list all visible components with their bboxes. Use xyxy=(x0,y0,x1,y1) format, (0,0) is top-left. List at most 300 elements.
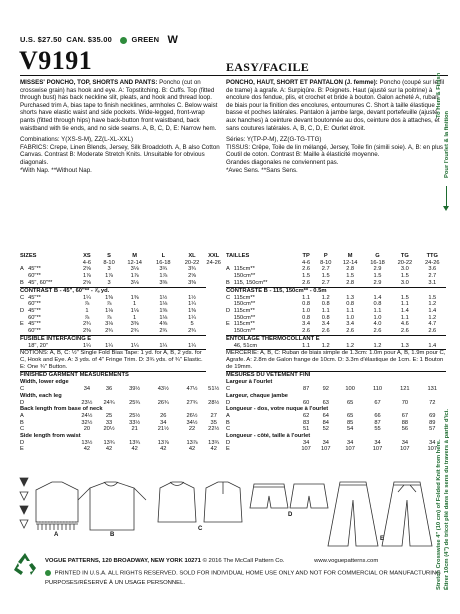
measurement-cell: 52 xyxy=(322,426,329,433)
figure-label-e: E xyxy=(380,536,385,542)
fusible-cell: 1.1 xyxy=(302,342,311,349)
fusible-cell xyxy=(20,343,28,350)
measurement-cell: 66 xyxy=(374,412,381,419)
measurement-cell: 25 xyxy=(105,412,113,419)
fusible-cell xyxy=(226,343,234,350)
yardage-row xyxy=(226,295,446,302)
yardage-cell: 1⅜ xyxy=(105,294,114,301)
yardage-cell: 3 xyxy=(107,266,111,273)
garment-illustrations xyxy=(18,470,458,550)
size-range-row xyxy=(20,260,221,267)
measurement-cell: 72 xyxy=(429,399,436,406)
yardage-cell: 150cm** xyxy=(233,273,256,280)
size-range: 8-10 xyxy=(103,259,115,266)
measurement-cell: 83 xyxy=(302,419,310,426)
size-range: 24-26 xyxy=(206,259,221,266)
yardage-cell: 1.5 xyxy=(428,294,437,301)
yardage-cell: 1⅜ xyxy=(130,294,139,301)
yardage-cell xyxy=(226,301,234,308)
yardage-cell: ⅞ xyxy=(106,301,112,308)
size-header: L xyxy=(161,253,166,259)
measurement-cell: 69 xyxy=(429,412,436,419)
figure-label-a: A xyxy=(54,532,59,538)
measurements-title xyxy=(20,372,221,380)
measurement-cell: 13⅞ xyxy=(186,439,198,446)
measurement-cell: D xyxy=(226,399,231,406)
size-letter: W xyxy=(167,34,179,46)
measurement-row xyxy=(226,420,446,427)
yardage-cell: 2.6 xyxy=(302,279,311,286)
yardage-cell: 0.8 xyxy=(321,314,330,321)
english-size-table xyxy=(20,253,221,453)
yardage-cell: 2.6 xyxy=(373,328,382,335)
yardage-cell: 1.4 xyxy=(400,307,409,314)
figure-label-d: D xyxy=(288,512,293,518)
color-name: GREEN xyxy=(131,34,160,44)
side-text-stretch: Stretch Crosswise 4" (10 cm) of Folded Knit from here. xyxy=(436,439,442,590)
figure-label-b: B xyxy=(110,532,115,538)
fusible-row xyxy=(226,343,446,350)
yardage-cell: 1.1 xyxy=(373,307,382,314)
size-range: 20-22 xyxy=(397,259,413,266)
side-text-stretch-fr: Étirer 10cm (4") de tricot plié dans le sens du travers à partir d'ici. xyxy=(444,409,450,590)
yardage-cell: 60"** xyxy=(28,328,41,335)
size-range-row xyxy=(226,260,446,267)
measurement-cell: 22 xyxy=(188,426,196,433)
yardage-cell: C xyxy=(226,294,231,301)
size-range: 4-6 xyxy=(302,259,311,266)
measurements-title-label: MESURES DU VÊTEMENT FINI xyxy=(226,372,446,380)
yardage-row xyxy=(20,280,221,287)
yardage-cell: 4.6 xyxy=(400,321,409,328)
yardage-cell: 2¾ xyxy=(105,328,114,335)
yardage-cell: 1⅜ xyxy=(188,307,196,314)
yardage-cell: 3⅜ xyxy=(188,279,196,286)
yardage-cell: 115cm** xyxy=(233,307,255,314)
measurement-row xyxy=(20,400,221,407)
size-header: XXL xyxy=(208,253,220,259)
measurement-cell: A xyxy=(226,412,230,419)
yardage-row xyxy=(226,301,446,308)
english-title: MISSES' PONCHO, TOP, SHORTS AND PANTS: xyxy=(20,79,158,86)
measurement-cell: 39½ xyxy=(129,386,141,393)
side-arrow-line xyxy=(446,186,447,206)
yardage-row xyxy=(20,315,221,322)
yardage-cell: 2.9 xyxy=(373,279,382,286)
yardage-cell: 2.8 xyxy=(346,266,355,273)
measurement-cell: D xyxy=(20,399,25,406)
measurement-cell: 42 xyxy=(105,446,113,453)
english-combinations: Combinations: Y(XS-S-M), ZZ(L-XL-XXL) xyxy=(20,136,134,144)
yardage-cell: 4.0 xyxy=(373,321,382,328)
yardage-cell xyxy=(226,273,234,280)
yardage-cell: 1¼ xyxy=(82,294,91,301)
yardage-cell: 0.8 xyxy=(321,301,330,308)
side-arrow-icon xyxy=(443,206,449,211)
size-header: TTG xyxy=(426,253,438,259)
yardage-cell: 2⅝ xyxy=(82,279,91,286)
measurement-cell: 20 xyxy=(83,426,91,433)
yardage-cell: 2¾ xyxy=(159,328,168,335)
contrast-b-label: CONTRAST B - 45", 60"** - ⅞ yd. xyxy=(20,287,206,295)
measurement-cell: 57 xyxy=(429,426,436,433)
french-series: Séries: Y(TP-P-M), ZZ(G-TG-TTG) xyxy=(226,136,322,144)
price-can: CAN. $35.00 xyxy=(66,34,112,44)
yardage-cell: 0.8 xyxy=(373,301,382,308)
english-yardage-table xyxy=(20,253,221,453)
yardage-cell: 1 xyxy=(85,307,89,314)
measurement-label: Back length from base of neck xyxy=(20,406,103,413)
measurement-cell: 26 xyxy=(160,412,167,419)
yardage-row xyxy=(20,308,221,315)
measurement-label: Side length from waist xyxy=(20,433,81,440)
sizes-label: SIZES xyxy=(20,253,37,259)
notions-row xyxy=(226,350,446,372)
yardage-cell: 2.6 xyxy=(321,328,330,335)
english-nap: *With Nap. **Without Nap. xyxy=(20,166,92,174)
recycle-icon xyxy=(12,552,38,576)
fusible-cell: 1¼ xyxy=(82,342,91,349)
yardage-cell: 1.2 xyxy=(321,294,330,301)
yardage-cell: 1.0 xyxy=(373,314,382,321)
measurement-cell: A xyxy=(20,412,24,419)
yardage-cell: 3 xyxy=(107,279,111,286)
measurement-cell: 13¾ xyxy=(129,439,141,446)
measurement-cell: 42 xyxy=(160,446,167,453)
size-header: TG xyxy=(400,253,409,259)
yardage-cell: C xyxy=(20,294,25,301)
yardage-cell: 4.7 xyxy=(428,321,437,328)
measurement-row xyxy=(226,413,446,420)
measurement-row xyxy=(20,426,221,433)
measurement-row xyxy=(226,400,446,407)
measurement-cell: 42 xyxy=(131,446,138,453)
yardage-cell: 2¾ xyxy=(188,328,196,335)
yardage-cell: 2.7 xyxy=(321,279,330,286)
yardage-cell: 3⅛ xyxy=(105,321,114,328)
yardage-cell: 1⅛ xyxy=(130,307,139,314)
french-size-table xyxy=(226,253,446,453)
measurement-cell: 24¾ xyxy=(103,399,115,406)
measurement-cell: 34 xyxy=(302,439,310,446)
measurement-cell: 21 xyxy=(131,426,138,433)
measurement-cell: 55 xyxy=(374,426,381,433)
measurement-cell: 107 xyxy=(427,446,438,453)
yardage-row xyxy=(226,273,446,280)
french-tissus: TISSUS: Crêpe, Toile de lin mélangé, Jersey, Toile fin (simili soie). A, B: en plus Coutil de coton. Contrast B: Maille à élasticité moyenne. xyxy=(226,143,443,159)
yardage-cell: 1⅛ xyxy=(159,314,168,321)
yardage-cell: 1.0 xyxy=(302,307,311,314)
size-header: S xyxy=(107,253,111,259)
yardage-cell: 0.8 xyxy=(302,314,311,321)
fusible-cell: 1.4 xyxy=(428,342,437,349)
yardage-cell: 45"** xyxy=(28,266,41,273)
size-range: 16-18 xyxy=(156,259,171,266)
yardage-cell: E xyxy=(20,321,24,328)
yardage-cell: 2⅝ xyxy=(82,266,91,273)
copyright: © 2016 The McCall Pattern Co. xyxy=(202,558,285,564)
yardage-cell: 1.5 xyxy=(400,294,409,301)
measurement-cell: 27¾ xyxy=(186,399,198,406)
yardage-row xyxy=(226,328,446,335)
yardage-cell: 1.1 xyxy=(400,314,409,321)
fusible-cell: 1¼ xyxy=(188,342,196,349)
measurement-cell: 42 xyxy=(210,446,217,453)
yardage-cell xyxy=(20,328,28,335)
measurement-cell: 13¾ xyxy=(103,439,115,446)
measurement-cell: E xyxy=(20,446,24,453)
measurement-cell: 32½ xyxy=(81,419,93,426)
measurement-group xyxy=(20,433,221,440)
yardage-cell: 150cm** xyxy=(233,314,256,321)
measurement-cell: 33 xyxy=(105,419,113,426)
yardage-cell: 2¾ xyxy=(130,328,139,335)
yardage-cell: ⅞ xyxy=(106,314,112,321)
yardage-cell: 45"** xyxy=(28,294,41,301)
measurement-cell: 121 xyxy=(400,386,410,393)
fusible-interfacing xyxy=(226,335,446,343)
measurement-cell: E xyxy=(226,446,230,453)
yardage-row xyxy=(226,308,446,315)
fusible-cell: 18", 20" xyxy=(28,342,48,349)
yardage-cell: 45", 60"** xyxy=(28,279,53,286)
measurement-cell: 88 xyxy=(401,419,409,426)
yardage-cell: 5 xyxy=(190,321,194,328)
measurement-group xyxy=(20,406,221,413)
yardage-cell: 3.6 xyxy=(428,266,437,273)
fusible-cell: 1¼ xyxy=(105,342,114,349)
yardage-cell xyxy=(20,273,28,280)
contrast-b xyxy=(226,287,446,295)
yardage-cell: 3.0 xyxy=(400,279,409,286)
bullet-icon xyxy=(45,570,51,576)
website: www.voguepatterns.com xyxy=(314,558,379,564)
yardage-cell: 3⅛ xyxy=(130,279,139,286)
yardage-cell: 2.6 xyxy=(346,328,355,335)
yardage-cell: 60"** xyxy=(28,301,41,308)
yardage-cell: 3¾ xyxy=(188,266,196,273)
yardage-cell: 1¼ xyxy=(188,301,196,308)
size-header: XS xyxy=(83,253,91,259)
figure-label-c: C xyxy=(198,526,203,532)
yardage-cell: ⅞ xyxy=(84,314,90,321)
yardage-cell: 1⅞ xyxy=(159,273,168,280)
yardage-cell: 150cm** xyxy=(233,328,256,335)
measurement-row xyxy=(226,440,446,447)
blank-cell xyxy=(20,260,76,267)
fusible-cell: 1.2 xyxy=(346,342,355,349)
notions-row xyxy=(20,350,221,372)
measurement-cell: 26½ xyxy=(186,412,198,419)
footer-line-3 xyxy=(45,580,185,587)
yardage-cell: 115, 150cm** xyxy=(233,279,268,286)
measurement-cell: 62 xyxy=(302,412,310,419)
measurement-cell: 34 xyxy=(374,439,381,446)
yardage-cell: 115cm** xyxy=(233,321,255,328)
measurement-cell: 34 xyxy=(83,386,91,393)
measurement-cell: 85 xyxy=(346,419,354,426)
fusible-cell: 1.3 xyxy=(400,342,409,349)
measurement-cell: 13½ xyxy=(81,439,93,446)
size-range: 16-18 xyxy=(370,259,385,266)
fusible-row xyxy=(20,343,221,350)
size-header: M xyxy=(347,253,353,259)
measurement-cell: 56 xyxy=(401,426,409,433)
blank-cell xyxy=(226,260,297,267)
measurement-cell: 63 xyxy=(322,399,329,406)
yardage-cell: D xyxy=(226,307,231,314)
measurement-cell: 26¾ xyxy=(157,399,169,406)
measurement-label: Longueur - dos, votre nuque à l'ourlet xyxy=(226,406,329,413)
measurement-cell: 35 xyxy=(210,419,217,426)
yardage-cell: 3.4 xyxy=(302,321,311,328)
yardage-cell: 3.0 xyxy=(400,266,409,273)
measurement-cell: 84 xyxy=(322,419,329,426)
company-name: VOGUE PATTERNS, 120 BROADWAY, NEW YORK 10271 xyxy=(45,558,201,564)
fusible-cell: 1¼ xyxy=(159,342,168,349)
yardage-cell xyxy=(20,315,28,322)
yardage-cell: 3.1 xyxy=(428,279,437,286)
measurement-cell: 34 xyxy=(401,439,409,446)
yardage-cell: 150cm** xyxy=(233,301,256,308)
fusible-cell: 1.2 xyxy=(373,342,382,349)
yardage-cell: 1.3 xyxy=(346,294,355,301)
measurement-cell: 107 xyxy=(345,446,355,453)
yardage-cell: 1⅛ xyxy=(105,307,114,314)
yardage-cell: 1.5 xyxy=(321,273,330,280)
yardage-cell: 1¼ xyxy=(188,314,196,321)
measurement-cell: B xyxy=(226,419,230,426)
yardage-cell: 2.8 xyxy=(346,279,355,286)
measurement-cell: 42 xyxy=(83,446,91,453)
fusible-interfacing-label: ENTOILAGE THERMOCOLLANT E xyxy=(226,335,446,343)
fusible-interfacing-label: FUSIBLE INTERFACING E xyxy=(20,335,206,343)
measurement-cell: D xyxy=(226,439,231,446)
measurement-cell: 13¾ xyxy=(208,439,220,446)
yardage-cell: 1⅞ xyxy=(130,273,139,280)
figures-strip xyxy=(18,470,458,550)
yardage-cell: 3.4 xyxy=(346,321,355,328)
measurement-cell: C xyxy=(20,426,25,433)
yardage-cell: 1½ xyxy=(188,294,196,301)
yardage-row xyxy=(20,328,221,335)
yardage-cell: 60"** xyxy=(28,273,41,280)
yardage-cell: A xyxy=(226,266,230,273)
yardage-cell: 2⅝ xyxy=(188,273,196,280)
measurement-cell: 110 xyxy=(372,386,383,393)
french-column xyxy=(226,79,446,178)
yardage-row xyxy=(20,321,221,328)
measurement-cell: 107 xyxy=(372,446,383,453)
yardage-cell xyxy=(20,301,28,308)
yardage-cell: 2.6 xyxy=(428,328,437,335)
measurement-cell: 25½ xyxy=(129,412,141,419)
measurement-cell: 20½ xyxy=(103,426,115,433)
measurement-cell: 43½ xyxy=(157,386,169,393)
measurement-label: Largeur, chaque jambe xyxy=(226,392,288,399)
sizes-label: TAILLES xyxy=(226,253,250,259)
yardage-cell: 3¾ xyxy=(159,266,168,273)
measurement-cell: 13⅞ xyxy=(157,439,169,446)
measurement-row xyxy=(20,420,221,427)
size-header-row xyxy=(226,253,446,260)
yardage-cell: 3.4 xyxy=(321,321,330,328)
yardage-cell: 3⅜ xyxy=(159,279,168,286)
yardage-cell: 1.5 xyxy=(400,273,409,280)
pattern-number: V9191 xyxy=(19,46,93,75)
measurement-cell: 27 xyxy=(210,412,217,419)
yardage-cell: 1.0 xyxy=(346,314,355,321)
yardage-cell: 1 xyxy=(133,314,137,321)
fusible-cell: 46, 51cm xyxy=(233,342,258,349)
yardage-cell: 1½ xyxy=(159,294,168,301)
size-range: 8-10 xyxy=(320,259,332,266)
contrast-b-label: CONTRASTE B - 115, 150cm** - 0.5m xyxy=(226,287,446,295)
measurement-cell: 67 xyxy=(374,399,381,406)
notions-text: NOTIONS: A, B, C: ½" Single Fold Bias Tape: 1 yd. for A, B, 2 yds. for C, Hook and Eye. A: 3 yds. of 4" Fringe Trim. D: 3¾ yds. of ¾" Elastic. E: One ¾" Button. xyxy=(20,350,206,372)
size-header: G xyxy=(375,253,380,259)
easy-label: EASY/FACILE xyxy=(226,60,310,74)
measurement-cell: 131 xyxy=(427,386,438,393)
yardage-row xyxy=(20,273,221,280)
yardage-cell: 1.1 xyxy=(321,307,330,314)
yardage-cell: ⅞ xyxy=(84,301,90,308)
footer-line-1 xyxy=(45,558,378,565)
measurement-cell: D xyxy=(20,439,25,446)
purposes-notice: PURPOSES/RÉSERVÉ À UN USAGE PERSONNEL. xyxy=(45,580,185,586)
yardage-cell: A xyxy=(20,266,24,273)
measurement-row xyxy=(20,386,221,393)
yardage-cell: 115cm** xyxy=(233,266,255,273)
size-range: 20-22 xyxy=(184,259,200,266)
measurement-cell: 89 xyxy=(429,419,436,426)
yardage-cell: 2.6 xyxy=(302,266,311,273)
yardage-cell xyxy=(226,315,234,322)
measurement-cell: 42 xyxy=(188,446,196,453)
yardage-row xyxy=(20,266,221,273)
yardage-cell: 2⅜ xyxy=(82,328,91,335)
yardage-cell: 0.8 xyxy=(346,301,355,308)
measurement-cell: 28½ xyxy=(208,399,220,406)
measurement-cell: 24½ xyxy=(81,412,93,419)
fusible-interfacing xyxy=(20,335,221,343)
measurement-label: Width, lower edge xyxy=(20,379,69,386)
measurement-cell: 65 xyxy=(346,412,354,419)
yardage-cell: 2.6 xyxy=(400,328,409,335)
measurement-group xyxy=(20,393,221,400)
yardage-cell: 1.2 xyxy=(428,301,437,308)
french-diagonals: Grandes diagonales ne conviennent pas. xyxy=(226,158,339,166)
yardage-cell: 1⅞ xyxy=(82,273,91,280)
yardage-cell: 45"** xyxy=(28,321,41,328)
yardage-cell: 1.5 xyxy=(302,273,311,280)
size-header-row xyxy=(20,253,221,260)
measurement-cell: 65 xyxy=(346,399,354,406)
yardage-cell: 60"** xyxy=(28,314,41,321)
yardage-cell: 3⅛ xyxy=(130,266,139,273)
measurement-cell: 107 xyxy=(321,446,331,453)
color-dot-icon xyxy=(120,37,127,44)
yardage-row xyxy=(20,295,221,302)
yardage-cell: 115cm** xyxy=(233,294,255,301)
yardage-cell: 2.9 xyxy=(373,266,382,273)
measurement-row xyxy=(226,386,446,393)
measurement-row xyxy=(226,446,446,453)
measurement-cell: 33½ xyxy=(129,419,141,426)
measurement-cell: 107 xyxy=(400,446,410,453)
measurement-cell: C xyxy=(226,386,231,393)
fusible-cell: 1¼ xyxy=(130,342,139,349)
